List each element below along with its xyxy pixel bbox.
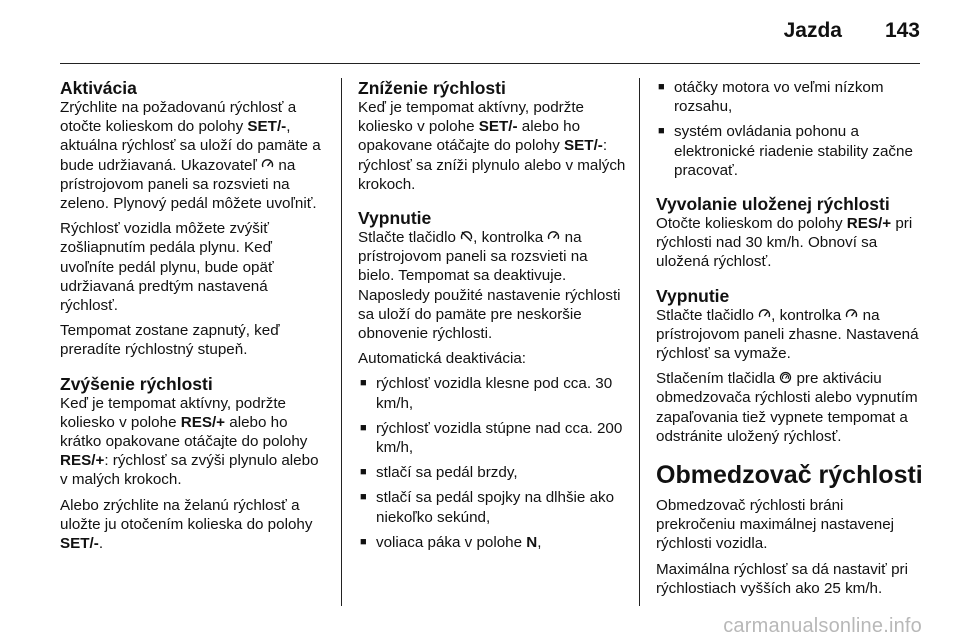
column-3 — [656, 78, 924, 604]
list-item: ■ stlačí sa pedál brzdy, — [358, 463, 628, 482]
list-item: ■ voliaca páka v polohe N, — [358, 533, 628, 552]
paragraph: Stlačte tlačidlo , kontrolka na prístrojovom paneli sa rozsvieti na bielo. Tempomat sa deaktivuje. Naposledy použité nastavenie rýchlosti sa uloží do pamäte pre neskoršie obnovenie rýchlosti. — [358, 229, 621, 343]
heading-znizenie: Zníženie rýchlosti — [358, 78, 506, 98]
speed-limiter-icon — [779, 371, 792, 384]
paragraph: Maximálna rýchlosť sa dá nastaviť pri rýchlostiach vyšších ako 25 km/h. — [656, 560, 908, 597]
heading-obmedzovac: Obmedzovač rýchlosti — [656, 461, 923, 490]
deactivation-list-continued — [656, 78, 924, 180]
column-1 — [60, 78, 328, 559]
deactivation-list — [358, 374, 628, 552]
cruise-control-icon — [547, 230, 560, 243]
paragraph: Rýchlosť vozidla môžete zvýšiť zošliapnutím pedála plynu. Keď uvoľníte pedál plynu, bude opäť udržiavaná predtým nastavená rýchlosť. — [60, 220, 274, 315]
cruise-control-icon — [758, 308, 771, 321]
paragraph: Zrýchlite na požadovanú rýchlosť a otočte kolieskom do polohy SET/-, aktuálna rýchlosť sa uloží do pamäte a bude udržiavaná. Ukazovateľ na prístrojovom paneli sa rozsvieti na zeleno. Plynový pedál môžete uvoľniť. — [60, 99, 321, 213]
paragraph: Tempomat zostane zapnutý, keď preradíte rýchlostný stupeň. — [60, 322, 280, 359]
paragraph: Stlačením tlačidla pre aktiváciu obmedzovača rýchlosti alebo vypnutím zapaľovania tiež vypnete tempomat a odstránite uložený rýchlosť. — [656, 370, 918, 445]
column-divider-1 — [341, 78, 342, 606]
paragraph: Otočte kolieskom do polohy RES/+ pri rýchlosti nad 30 km/h. Obnoví sa uložená rýchlosť. — [656, 215, 913, 271]
paragraph: Obmedzovač rýchlosti bráni prekročeniu maximálnej nastavenej rýchlosti vozidla. — [656, 497, 895, 553]
header-rule — [60, 63, 920, 64]
page-number: 143 — [884, 19, 920, 42]
paragraph: Stlačte tlačidlo , kontrolka na prístrojovom paneli zhasne. Nastavená rýchlosť sa vymaže. — [656, 306, 919, 363]
watermark: carmanualsonline.info — [723, 615, 922, 637]
list-item: ■ rýchlosť vozidla stúpne nad cca. 200 km/h, — [358, 419, 628, 457]
list-item: ■ otáčky motora vo veľmi nízkom rozsahu, — [656, 78, 924, 116]
paragraph: Alebo zrýchlite na želanú rýchlosť a uložte ju otočením kolieska do polohy SET/-. — [60, 496, 313, 553]
heading-aktivacia: Aktivácia — [60, 78, 137, 98]
heading-zvysenie: Zvýšenie rýchlosti — [60, 373, 213, 394]
cruise-control-icon — [845, 308, 858, 321]
heading-vypnutie-2: Vypnutie — [656, 285, 730, 306]
paragraph: Automatická deaktivácia: — [358, 350, 526, 368]
list-item: ■ stlačí sa pedál spojky na dlhšie ako niekoľko sekúnd, — [358, 488, 628, 526]
list-item: ■ rýchlosť vozidla klesne pod cca. 30 km/h, — [358, 374, 628, 412]
column-divider-2 — [639, 78, 640, 606]
paragraph: Keď je tempomat aktívny, podržte koliesko v polohe RES/+ alebo ho krátko opakovane otáčajte do polohy RES/+: rýchlosť sa zvýši plynulo alebo v malých krokoch. — [60, 394, 319, 489]
column-2 — [358, 78, 628, 558]
cruise-cancel-icon — [460, 230, 473, 243]
cruise-control-icon — [261, 158, 274, 171]
heading-vypnutie: Vypnutie — [358, 208, 432, 229]
page-header — [0, 0, 960, 64]
paragraph: Keď je tempomat aktívny, podržte koliesko v polohe SET/- alebo ho opakovane otáčajte do polohy SET/-: rýchlosť sa zníži plynulo alebo v malých krokoch. — [358, 99, 626, 193]
list-item: ■ systém ovládania pohonu a elektronické riadenie stability začne pracovať. — [656, 122, 924, 180]
section-title: Jazda — [783, 19, 842, 42]
heading-vyvolanie: Vyvolanie uloženej rýchlosti — [656, 194, 890, 215]
